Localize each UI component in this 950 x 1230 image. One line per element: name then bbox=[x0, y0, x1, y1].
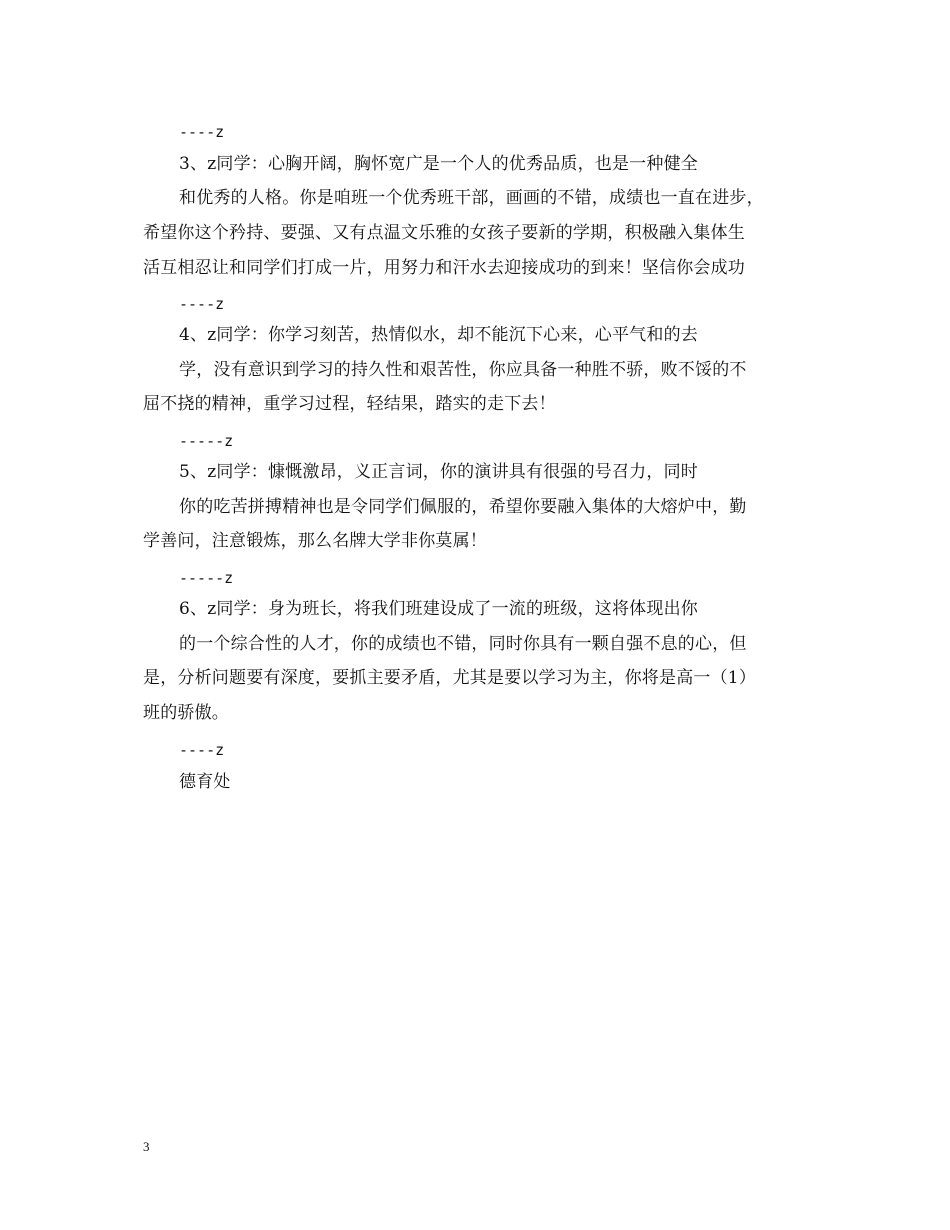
signature-line: -----z bbox=[179, 569, 234, 587]
comment-4-heading: 4、z同学：你学习刻苦，热情似水，却不能沉下心来，心平气和的去 bbox=[179, 325, 698, 345]
comment-3-text: 和优秀的人格。你是咱班一个优秀班干部，画画的不错，成绩也一直在进步， bbox=[179, 188, 764, 208]
comment-4-text: 学，没有意识到学习的持久性和艰苦性，你应具备一种胜不骄，败不馁的不 bbox=[179, 360, 747, 380]
comment-6-text: 是，分析问题要有深度，要抓主要矛盾，尤其是要以学习为主，你将是高一（1） bbox=[143, 668, 757, 688]
page-number: 3 bbox=[143, 1139, 150, 1154]
comment-5-text: 你的吃苦拼搏精神也是令同学们佩服的，希望你要融入集体的大熔炉中，勤 bbox=[179, 497, 747, 517]
comment-3-text: 活互相忍让和同学们打成一片，用努力和汗水去迎接成功的到来！坚信你会成功 bbox=[143, 258, 745, 278]
comment-6-text: 班的骄傲。 bbox=[143, 703, 229, 723]
comment-3-text: 希望你这个矜持、要强、又有点温文乐雅的女孩子要新的学期，积极融入集体生 bbox=[143, 223, 745, 243]
comment-6-heading: 6、z同学：身为班长，将我们班建设成了一流的班级，这将体现出你 bbox=[179, 599, 698, 619]
comment-6-text: 的一个综合性的人才，你的成绩也不错，同时你具有一颗自强不息的心，但 bbox=[179, 634, 747, 654]
signature-line: ----z bbox=[179, 295, 225, 313]
comment-5-heading: 5、z同学：慷慨激昂，义正言词，你的演讲具有很强的号召力，同时 bbox=[179, 462, 698, 482]
comment-3-heading: 3、z同学：心胸开阔，胸怀宽广是一个人的优秀品质，也是一种健全 bbox=[179, 154, 698, 174]
issuer-name: 德育处 bbox=[179, 772, 231, 792]
signature-line: ----z bbox=[179, 741, 225, 759]
comment-5-text: 学善问，注意锻炼，那么名牌大学非你莫属！ bbox=[143, 531, 487, 551]
comment-4-text: 屈不挠的精神，重学习过程，轻结果，踏实的走下去！ bbox=[143, 394, 556, 414]
signature-line: ----z bbox=[179, 123, 225, 141]
signature-line: -----z bbox=[179, 432, 234, 450]
